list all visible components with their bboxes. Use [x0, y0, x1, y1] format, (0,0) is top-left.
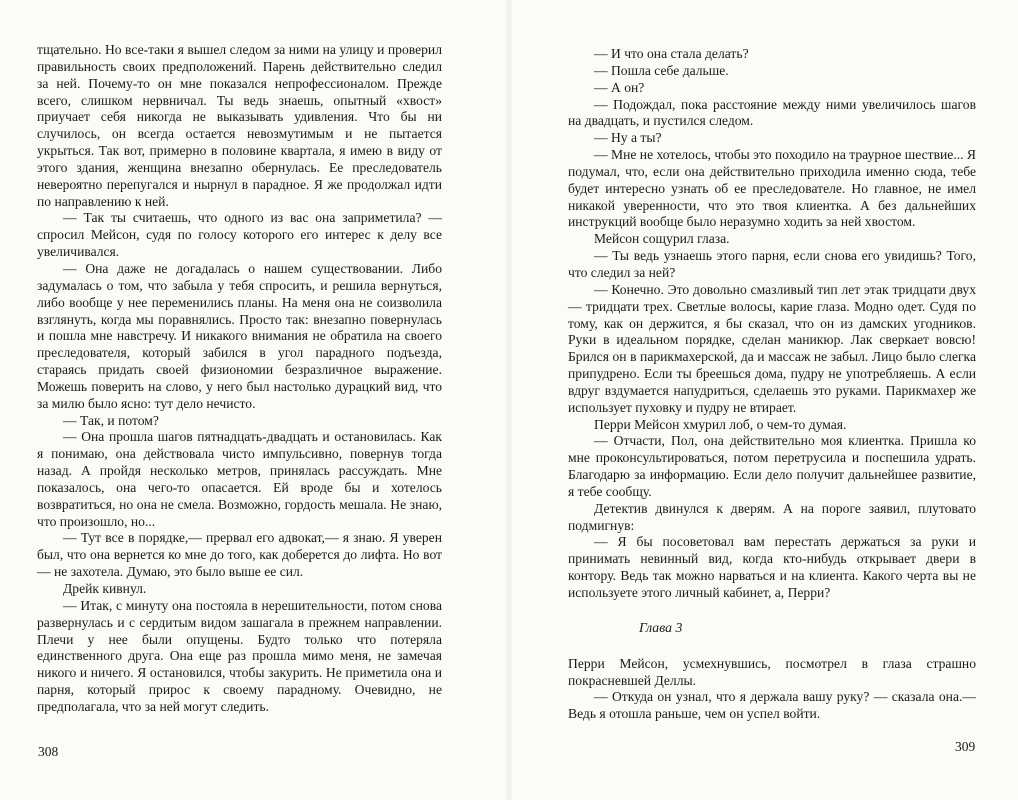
paragraph: Детектив двинулся к дверям. А на пороге заявил, плутовато подмигнув: — [568, 500, 976, 533]
left-page-text — [37, 42, 442, 716]
right-page-text — [568, 46, 976, 723]
paragraph: тщательно. Но все-таки я вышел следом за ними на улицу и проверил правильность своих предположений. Парень действительно следил за ней. Почему-то он мне показался непрофессионалом. Прежде всего, слишком нервничал. Ты ведь знаешь, опытный «хвост» приучает себя никогда не выказывать удивления. Что бы ни случилось, он всегда остается невозмутимым и не пытается укрыться. Так вот, примерно в половине квартала, я имею в виду от этого здания, женщина внезапно обернулась. Ее преследователь невероятно перепугался и нырнул в парадное. Я же продолжал идти по направлению к ней. — [37, 42, 442, 209]
paragraph: — Я бы посоветовал вам перестать держаться за руки и принимать невинный вид, когда кто-нибудь открывает двери в контору. Ведь так можно нарваться и на клиента. Какого черта вы не используете этого личный кабинет, а, Перри? — [568, 534, 976, 600]
paragraph: Перри Мейсон хмурил лоб, о чем-то думая. — [594, 416, 847, 432]
paragraph: Мейсон сощурил глаза. — [594, 231, 730, 247]
paragraph: — Она прошла шагов пятнадцать-двадцать и остановилась. Как я понимаю, она действовала чисто импульсивно, повернув тогда назад. А пройдя несколько метров, принялась рассуждать. Мне показалось, она чего-то опасается. Ей вроде бы и хотелось возвратиться, но она не смела. Возможно, гордость мешала. Не знаю, что произошло, но... — [37, 429, 442, 529]
right-page — [509, 0, 1018, 800]
paragraph: — Тут все в порядке,— прервал его адвокат,— я знаю. Я уверен был, что она вернется ко мне до того, как доберется до лифта. Но вот — не захотела. Думаю, это было выше ее сил. — [37, 530, 442, 580]
page-number: 309 — [955, 739, 976, 754]
paragraph: — Ну а ты? — [594, 130, 662, 146]
paragraph: — И что она стала делать? — [594, 46, 749, 61]
paragraph: — Конечно. Это довольно смазливый тип лет этак тридцати двух — тридцати трех. Светлые волосы, карие глаза. Модно одет. Судя по тому, как он держится, я бы сказал, что он из дамских угодников. Руки в идеальном порядке, сделан маникюр. Лак сверкает вовсю! Брился он в парикмахерской, да и массаж не забыл. Лицо было слегка припудрено. Если ты бреешься дома, пудру не употребляешь. А если вдруг вздумается напудриться, сделаешь это руками. Парикмахер же использует пуховку и пудру не втирает. — [568, 281, 976, 415]
paragraph: — Пошла себе дальше. — [594, 62, 729, 78]
paragraph: — Она даже не догадалась о нашем существовании. Либо задумалась о том, что забыла у тебя спросить, и решила вернуться, либо вообще у нее переменились планы. На меня она не соизволила взглянуть, когда мы поравнялись. Просто так: внезапно повернулась и пошла мне навстречу. И никакого внимания не обратила на своего преследователя, который забился в угол парадного подъезда, стараясь придать своей физиономии безразличное выражение. Можешь поверить на слово, у него был настолько дурацкий вид, что за милю было ясно: тут дело нечисто. — [37, 260, 442, 411]
paragraph: — Так, и потом? — [63, 412, 159, 428]
paragraph: Дрейк кивнул. — [63, 581, 147, 596]
paragraph: — Отчасти, Пол, она действительно моя клиентка. Пришла ко мне проконсультироваться, потом перетрусила и поспешила удрать. Благодарю за информацию. Если дело получит дальнейшее развитие, я тебе сообщу. — [568, 433, 976, 499]
chapter-heading: Глава 3 — [639, 619, 683, 635]
page-number: 308 — [38, 744, 59, 759]
paragraph: — Подождал, пока расстояние между ними увеличилось шагов на двадцать, и пустился следом. — [568, 96, 976, 129]
paragraph: — Ты ведь узнаешь этого парня, если снова его увидишь? Того, что следил за ней? — [568, 248, 976, 280]
paragraph: — А он? — [594, 79, 645, 95]
paragraph: — Итак, с минуту она постояла в нерешительности, потом снова развернулась и с сердитым видом зашагала в прежнем направлении. Плечи у нее были опущены. Будто только что потеряла единственного друга. Она еще раз прошла мимо меня, не замечая никого и ничего. Я остановился, чтобы закурить. Не приметила она и парня, который прирос к своему парадному. Очевидно, не предполагала, что за ней могут следить. — [37, 597, 442, 714]
paragraph: — Откуда он узнал, что я держала вашу руку? — сказала она.— Ведь я отошла раньше, чем он успел войти. — [568, 689, 976, 722]
paragraph: — Так ты считаешь, что одного из вас она заприметила? — спросил Мейсон, судя по голосу которого его интерес к делу все увеличивался. — [37, 210, 442, 260]
paragraph: — Мне не хотелось, чтобы это походило на траурное шествие... Я подумал, что, если она действительно приходила именно сюда, тебе будет интересно узнать об ее преследователе. Но главное, не имел никакой уверенности, что это твоя клиентка. А без дальнейших инструкций вообще было неразумно ходить за ней хвостом. — [568, 147, 976, 230]
paragraph: Перри Мейсон, усмехнувшись, посмотрел в глаза страшно покрасневшей Деллы. — [568, 655, 976, 688]
